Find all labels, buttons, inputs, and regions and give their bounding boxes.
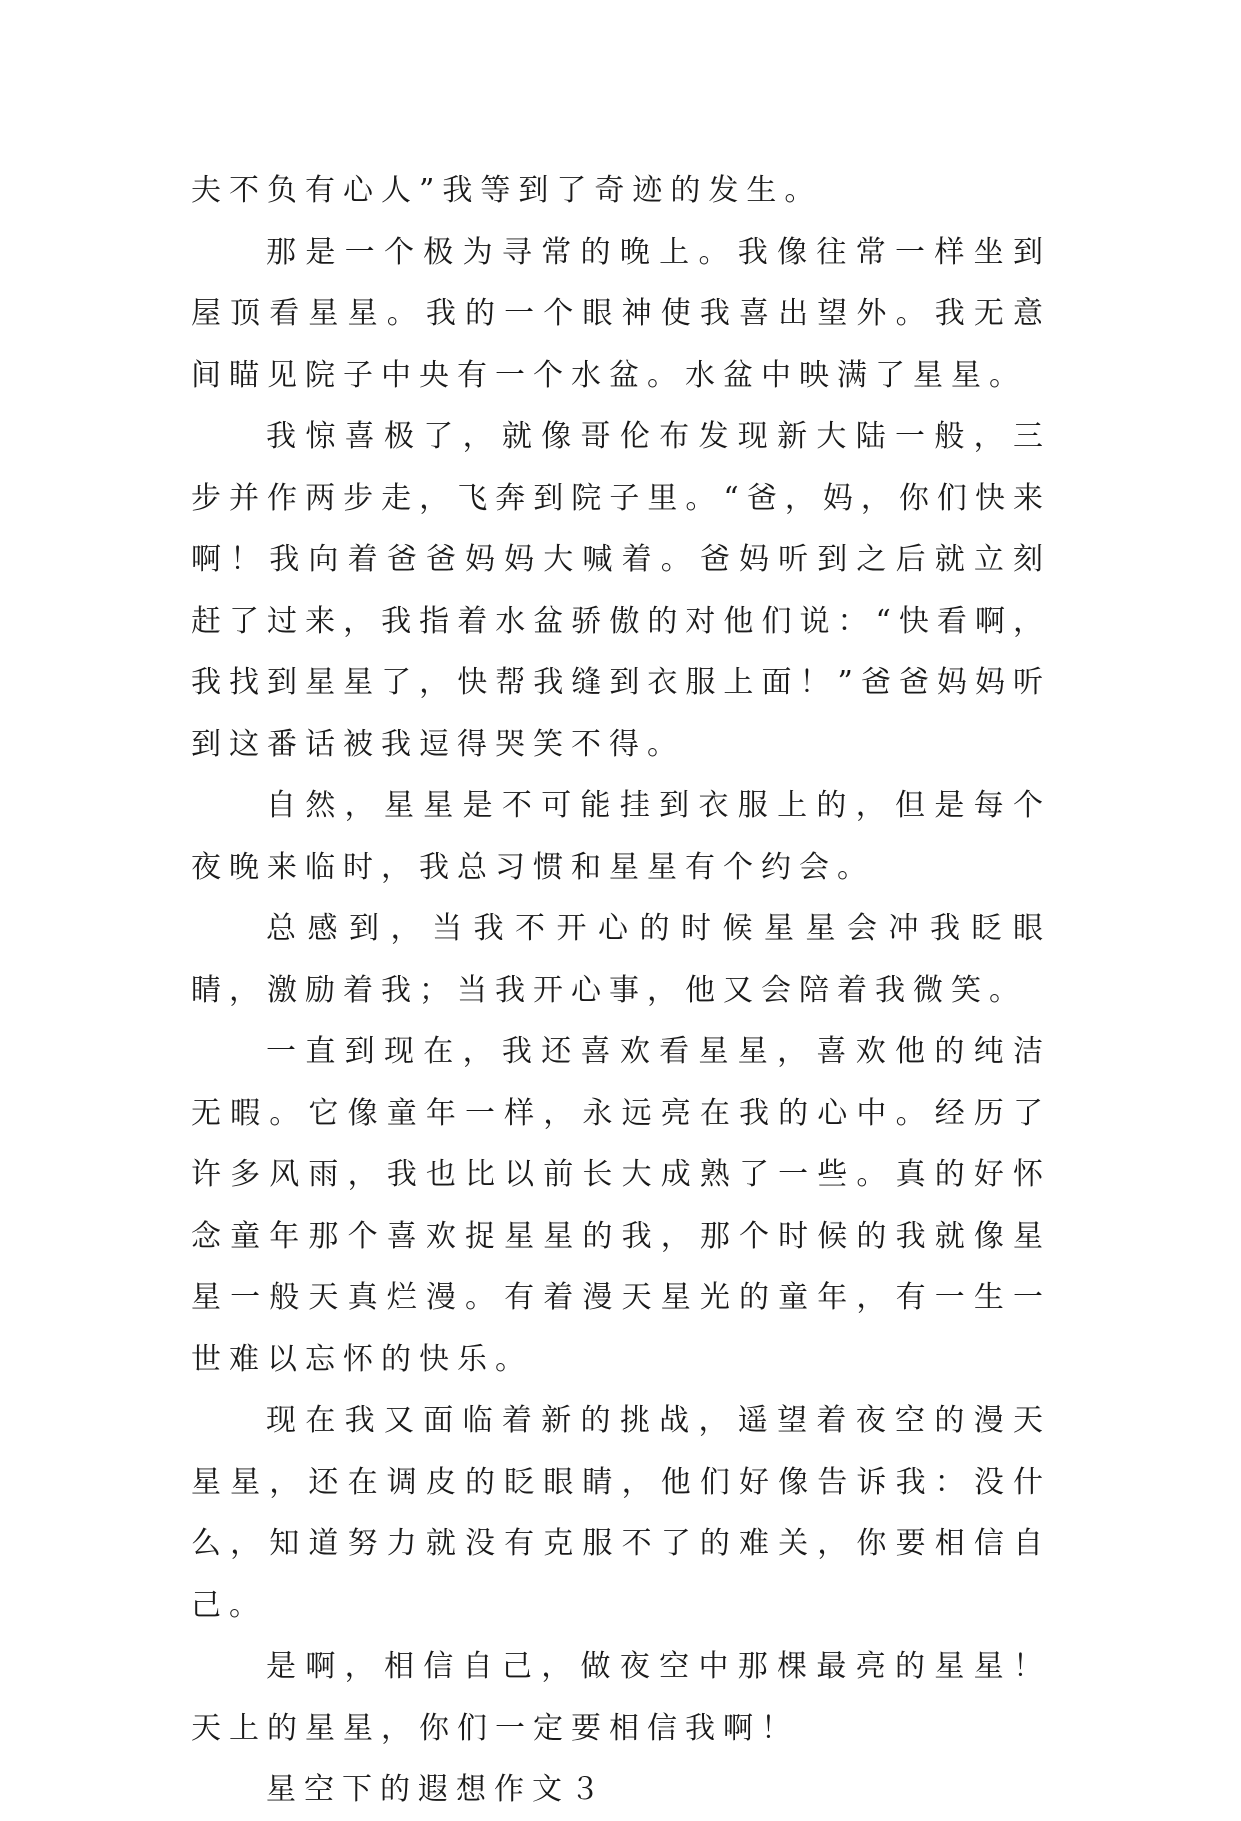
- paragraph: 那是一个极为寻常的晚上。我像往常一样坐到屋顶看星星。我的一个眼神使我喜出望外。我无意间瞄见院子中央有一个水盆。水盆中映满了星星。: [191, 234, 1051, 393]
- paragraph: 是啊，相信自己，做夜空中那棵最亮的星星！天上的星星，你们一定要相信我啊！: [191, 1649, 1051, 1746]
- paragraph: 自然，星星是不可能挂到衣服上的，但是每个夜晚来临时，我总习惯和星星有个约会。: [191, 788, 1051, 885]
- paragraph-continuation: 夫不负有心人”我等到了奇迹的发生。: [191, 173, 823, 208]
- paragraph: 我惊喜极了，就像哥伦布发现新大陆一般，三步并作两步走，飞奔到院子里。“爸，妈，你们快来啊！我向着爸爸妈妈大喊着。爸妈听到之后就立刻赶了过来，我指着水盆骄傲的对他们说：“快看啊，我找到星星了，快帮我缝到衣服上面！”爸爸妈妈听到这番话被我逗得哭笑不得。: [191, 419, 1051, 762]
- section-heading: 星空下的遐想作文３: [266, 1772, 608, 1807]
- document-body: [191, 160, 1051, 1821]
- paragraph: 现在我又面临着新的挑战，遥望着夜空的漫天星星，还在调皮的眨眼睛，他们好像告诉我：没什么，知道努力就没有克服不了的难关，你要相信自己。: [191, 1403, 1051, 1623]
- paragraph: 一直到现在，我还喜欢看星星，喜欢他的纯洁无暇。它像童年一样，永远亮在我的心中。经历了许多风雨，我也比以前长大成熟了一些。真的好怀念童年那个喜欢捉星星的我，那个时候的我就像星星一般天真烂漫。有着漫天星光的童年，有一生一世难以忘怀的快乐。: [191, 1034, 1051, 1377]
- paragraph: 总感到，当我不开心的时候星星会冲我眨眼睛，激励着我；当我开心事，他又会陪着我微笑。: [191, 911, 1051, 1008]
